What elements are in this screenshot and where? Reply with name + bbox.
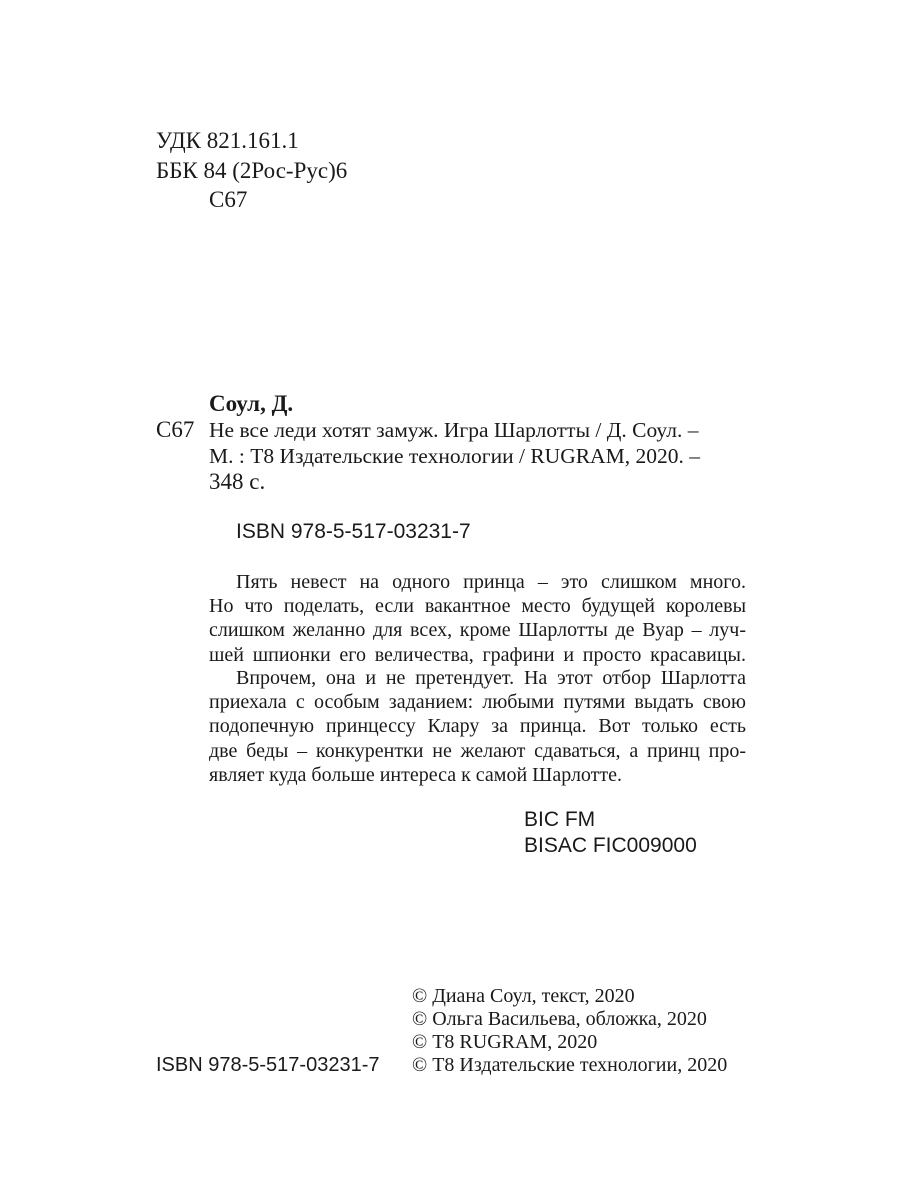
author-mark-top: С67: [209, 187, 248, 212]
annotation-line: подопечную принцессу Клару за принца. Вот только есть: [209, 715, 746, 738]
bic-code: BIC FM: [524, 808, 596, 831]
copyright-line: © Ольга Васильева, обложка, 2020: [412, 1008, 707, 1030]
copyright-line: © Т8 RUGRAM, 2020: [412, 1031, 598, 1053]
annotation-paragraph-1: [209, 570, 746, 667]
udk-code: УДК 821.161.1: [156, 128, 299, 153]
annotation-line: слишком желанно для всех, кроме Шарлотты де Вуар – луч-: [209, 619, 746, 642]
annotation-line: приехала с особым заданием: любыми путями выдать свою: [209, 691, 746, 714]
title-line-3: 348 с.: [209, 469, 266, 494]
author-heading: Соул, Д.: [209, 391, 294, 416]
copyright-line: © Диана Соул, текст, 2020: [412, 985, 635, 1007]
annotation-line: Впрочем, она и не претендует. На этот отбор Шарлотта: [236, 667, 746, 689]
annotation-line: шей шпионки его величества, графини и просто красавицы.: [209, 643, 746, 666]
annotation-paragraph-2: [209, 666, 746, 787]
annotation-line: две беды – конкурентки не желают сдаваться, а принц про-: [209, 739, 746, 762]
author-mark-record: С67: [156, 417, 195, 442]
record-isbn: ISBN 978-5-517-03231-7: [236, 520, 471, 543]
bbk-code: ББК 84 (2Рос-Рус)6: [156, 158, 348, 183]
annotation-line: Пять невест на одного принца – это слишком много.: [236, 571, 746, 593]
annotation-line: являет куда больше интереса к самой Шарлотте.: [209, 763, 623, 786]
bisac-code: BISAC FIC009000: [524, 834, 697, 857]
annotation-line: Но что поделать, если вакантное место будущей королевы: [209, 595, 746, 618]
title-line-1: Не все леди хотят замуж. Игра Шарлотты / Д. Соул. –: [209, 418, 699, 442]
footer-isbn: ISBN 978-5-517-03231-7: [156, 1054, 380, 1076]
copyright-line: © Т8 Издательские технологии, 2020: [412, 1054, 728, 1076]
title-line-2: М. : Т8 Издательские технологии / RUGRAM, 2020. –: [209, 444, 700, 468]
